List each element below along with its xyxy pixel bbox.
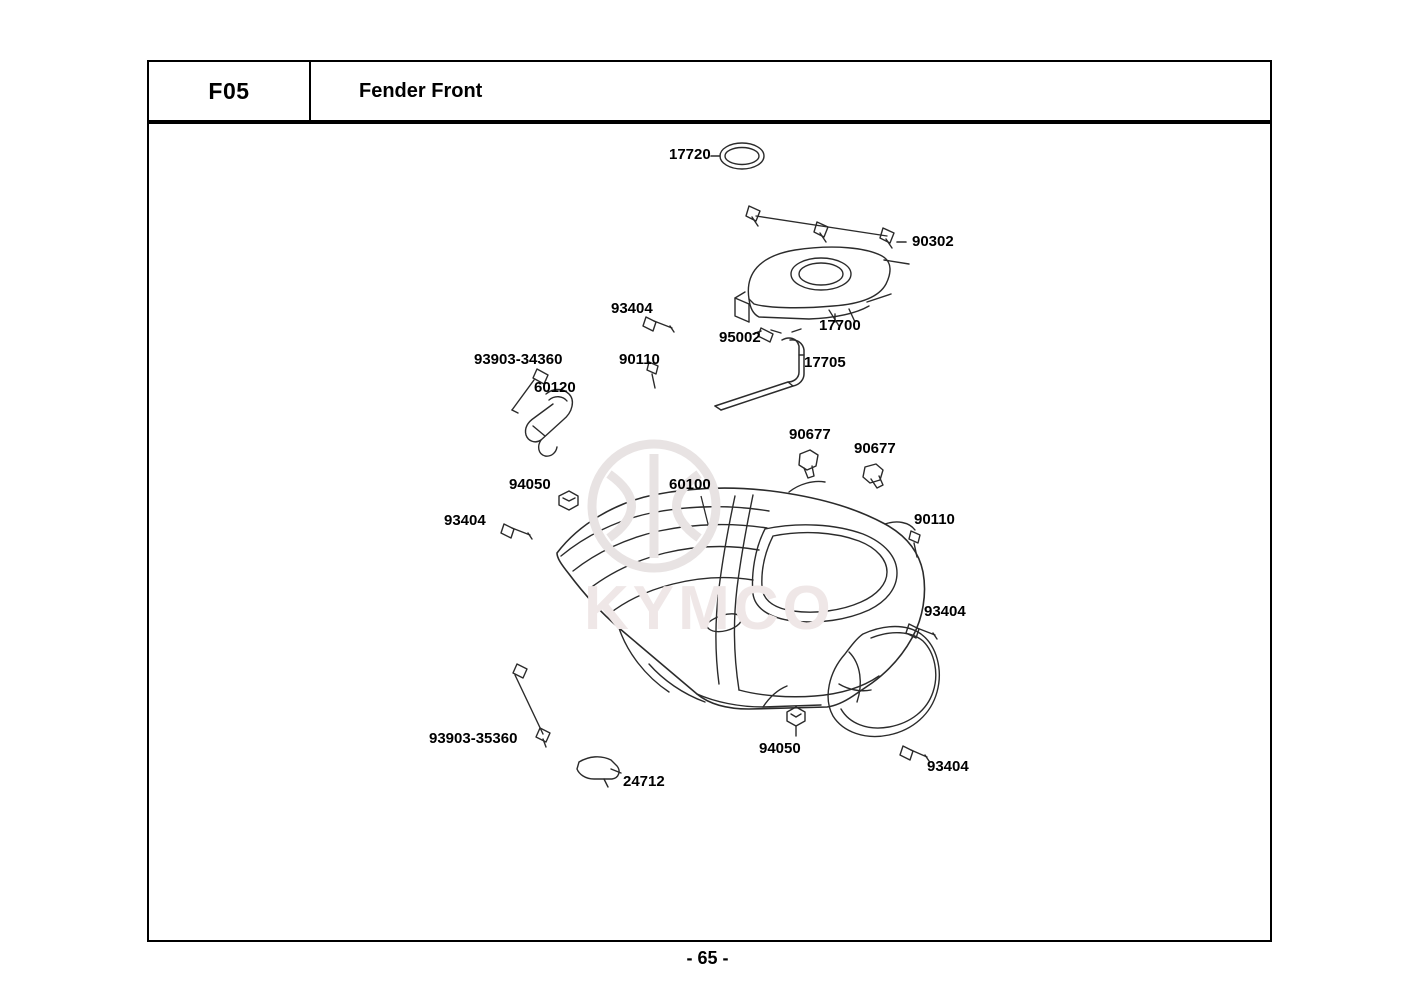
part-label: 93903-34360 (474, 351, 563, 368)
part-label: 90302 (912, 233, 954, 250)
part-label: 24712 (623, 773, 665, 790)
part-label: 60120 (534, 379, 576, 396)
page-header (147, 60, 1272, 122)
part-label: 95002 (719, 329, 761, 346)
part-label: 93404 (924, 603, 966, 620)
svg-text:KYMCO: KYMCO (584, 574, 835, 643)
part-label: 90110 (619, 351, 660, 368)
part-label: 60100 (669, 476, 711, 493)
part-label: 90677 (854, 440, 896, 457)
exploded-parts-drawing (149, 124, 1272, 942)
part-label: 93404 (611, 300, 653, 317)
page-title: Fender Front (359, 79, 483, 102)
part-label: 90677 (789, 426, 831, 443)
part-label: 94050 (759, 740, 801, 757)
part-label: 17700 (819, 317, 861, 334)
part-label: 17720 (669, 146, 711, 163)
part-label: 93404 (444, 512, 486, 529)
page-number: - 65 - (686, 948, 729, 968)
diagram-canvas (149, 124, 1270, 940)
part-label: 17705 (804, 354, 846, 371)
part-label: 90110 (914, 511, 955, 528)
part-label: 93903-35360 (429, 730, 518, 747)
section-code: F05 (149, 62, 311, 120)
part-label: 94050 (509, 476, 551, 493)
diagram-frame (147, 122, 1272, 942)
part-label: 93404 (927, 758, 969, 775)
